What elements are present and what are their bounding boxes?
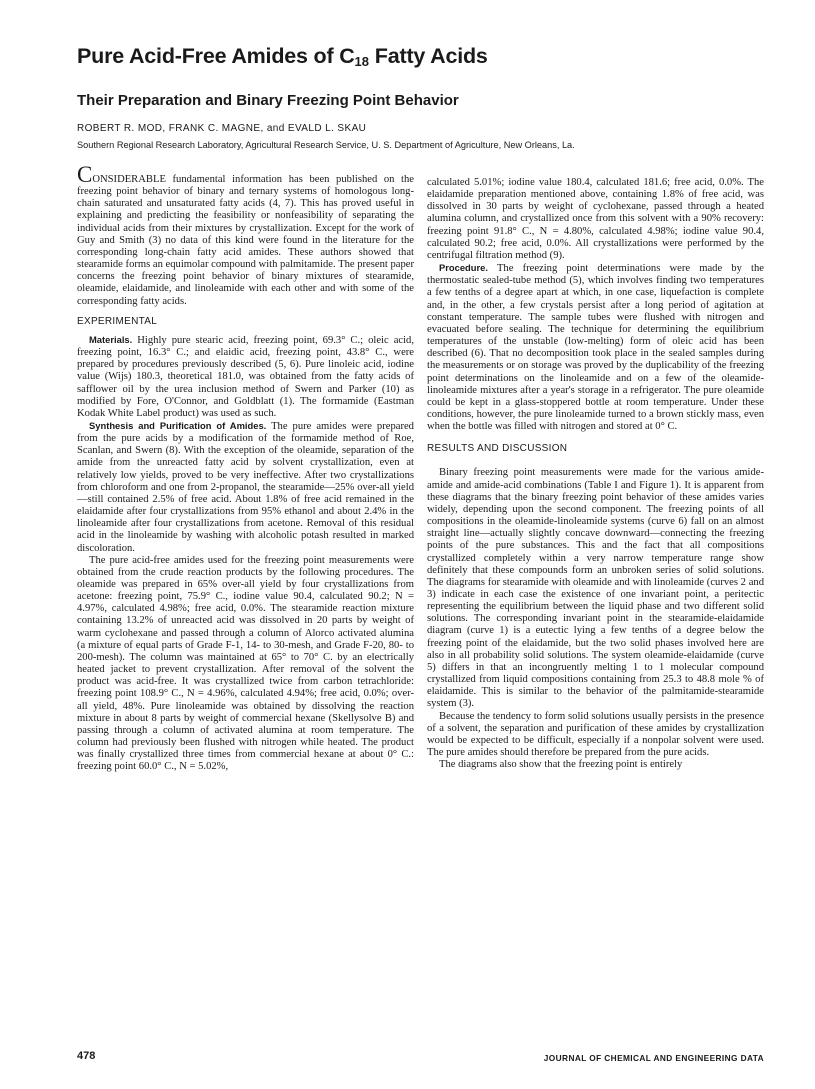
results-paragraph-2: Because the tendency to form solid solutions usually persists in the presence of a solvent, the separation and purification of these amides by crystallization would be expected to be difficult, especially if a nonpolar solvent were used. The pure amides should therefore be prepared from the pure acids. xyxy=(427,710,764,759)
intro-text: fundamental information has been published on the freezing point behavior of binary and ternary systems of homologous long-chain saturated and unsaturated fatty acids (4, 7). This has proved useful in explaining and predicting the feasibility or nonfeasibility of separating the individual acids from their mixtures by crystallization. Except for the work of Guy and Smith (3) no data of this kind were found in the literature for the corresponding long-chain fatty acid amides. These authors showed that stearamide forms an equimolar compound with palmitamide. The present paper concerns the freezing point behavior of binary mixtures of stearamide, oleamide, elaidamide, and linoleamide with each other and with some of the corresponding fatty acids. xyxy=(77,174,414,307)
materials-text: Highly pure stearic acid, freezing point, 69.3° C.; oleic acid, freezing point, 16.3° C.; and elaidic acid, freezing point, 43.8° C., were prepared by procedures previously described (5, 6). Pure linoleic acid, iodine value (Wijs) 180.3, theoretical 181.0, was obtained from the fatty acids of safflower oil by the urea inclusion method of Swern and Parker (10) as modified by Fore, O'Connor, and Goldblatt (1). The formamide (Eastman Kodak White Label product) was used as such. xyxy=(77,334,414,419)
article-title xyxy=(77,44,488,69)
journal-name: JOURNAL OF CHEMICAL AND ENGINEERING DATA xyxy=(543,1053,764,1063)
continued-paragraph: calculated 5.01%; iodine value 180.4, calculated 181.6; free acid, 0.0%. The elaidamide preparation mentioned above, containing 1.8% of free acid, was dissolved in 30 parts by weight of cyclohexane, passed through a heated alumina column, and crystallized once from this solvent with a 90% recovery: freezing point 91.8° C., N = 4.80%, calculated 4.98%; iodine value 90.4, calculated 90.2; free acid, 0.0%. All crystallizations were performed by the centrifugal filtration method (9). xyxy=(427,177,764,261)
procedure-paragraph xyxy=(427,262,764,433)
title-subscript: 18 xyxy=(354,54,370,69)
drop-cap: C xyxy=(77,162,93,187)
intro-smallcaps: ONSIDERABLE xyxy=(92,174,166,185)
title-end: Fatty Acids xyxy=(369,44,488,68)
experimental-heading: EXPERIMENTAL xyxy=(77,315,158,327)
synthesis-run-in-head: Synthesis and Purification of Amides. xyxy=(89,419,267,431)
pure-amides-paragraph: The pure acid-free amides used for the freezing point measurements were obtained from the crude reaction products by the following procedures. The oleamide was prepared in 65% over-all yield by four crystallizations from acetone: freezing point, 75.9° C., iodine value 90.4, calculated 90.2; N = 4.97%, calculated 4.98%; free acid, 0.0%. The stearamide reaction mixture containing 13.2% of unreacted acid was dissolved in 20 parts by weight of warm cyclohexane and passed through a column of Alorco activated alumina (a mixture of equal parts of Grade F-1, 14- to 30-mesh, and Grade F-20, 80- to 200-mesh). The column was maintained at 65° to 70° C. by an electrically heated jacket to prevent crystallization. After removal of the solvent the product was acid-free. It was crystallized twice from carbon tetrachloride: freezing point 108.9° C., N = 4.96%, calculated 4.94%; free acid, 0.0%; over-all yield, 48%. Pure linoleamide was obtained by dissolving the reaction mixture in about 8 parts by weight of commercial hexane (Skellysolve B) and passing through a column of activated alumina at room temperature. The column had previously been flushed with nitrogen while heated. The product was finally crystallized three times from commercial hexane at about 0° C.: freezing point 60.0° C., N = 5.02%, xyxy=(77,554,414,773)
procedure-text: The freezing point determinations were made by the thermostatic sealed-tube method (5), which involves finding two temperatures a few tenths of a degree apart at which, in one case, liquefaction is complete and, in the other, a few crystals persist after a long period of agitation at constant temperature. The sample tubes were flushed with nitrogen and evacuated before sealing. The technique for determining the equilibrium temperatures of the unstable (low-melting) form of oleic acid has been described (6). That no decomposition took place in the sealed samples during the measurements or on storage was proved by the duplicability of the freezing point determinations on the linoleamide and on a few of the oleamide-linoleamide mixtures after a year's storage in a refrigerator. The pure oleamide could be kept in a glass-stoppered bottle at room temperature. Under these conditions, however, the pure linoleamide turned to a brown stickly mass, even when the bottle was filled with nitrogen and stored at 0° C. xyxy=(427,263,764,433)
page-number: 478 xyxy=(77,1050,96,1062)
author-affiliation: Southern Regional Research Laboratory, Agricultural Research Service, U. S. Department of Agriculture, New Orleans, La. xyxy=(77,140,575,150)
left-column xyxy=(77,162,414,774)
results-paragraph-3: The diagrams also show that the freezing point is entirely xyxy=(439,759,683,771)
materials-paragraph xyxy=(77,334,414,420)
title-main: Pure Acid-Free Amides of C xyxy=(77,44,355,68)
article-subtitle: Their Preparation and Binary Freezing Point Behavior xyxy=(77,92,459,109)
heading-spacer xyxy=(427,455,764,467)
right-column xyxy=(427,177,764,771)
synthesis-paragraph xyxy=(77,420,414,555)
synthesis-text: The pure amides were prepared from the pure acids by a modification of the formamide method of Roe, Scanlan, and Swern (8). With the exception of the oleamide, separation of the amide from the unreacted fatty acid by solvent crystallization, even at relatively low yields, proved to be very ineffective. After two crystallizations from chloroform and one from 2-propanol, the stearamide—25% over-all yield—still contained 2.5% of free acid. About 1.8% of free acid remained in the elaidamide after four crystallizations from 95% ethanol and about 2.4% in the linoleamide after four crystallizations from acetone. Removal of this residual acid in the linoleamide by washing with alcoholic potash resulted in marked discoloration. xyxy=(77,420,414,554)
results-heading: RESULTS AND DISCUSSION xyxy=(427,443,568,455)
intro-paragraph xyxy=(77,162,414,308)
procedure-run-in-head: Procedure. xyxy=(439,262,488,274)
author-list: ROBERT R. MOD, FRANK C. MAGNE, and EVALD L. SKAU xyxy=(77,123,367,134)
materials-run-in-head: Materials. xyxy=(89,333,133,345)
results-paragraph-1: Binary freezing point measurements were made for the various amide-amide and amide-acid combinations (Table I and Figure 1). It is apparent from these diagrams that the binary freezing point behavior of these amides varies widely, depending upon the second component. The freezing points of all compositions in the oleamide-linoleamide systems (curve 6) fall on an almost straight line—actually slightly concave downward—connecting the freezing points of the pure substances. This and the fact that all compositions crystallized completely within a very narrow temperature range show definitely that these compounds form an unbroken series of solid solutions. The diagrams for stearamide with oleamide and with linoleamide (curves 2 and 3) indicate in each case the existence of one invariant point, a peritectic representing the equilibrium between the liquid phase and two different solid solutions. The corresponding invariant point in the stearamide-elaidamide diagram (curve 1) is a eutectic lying a few tenths of a degree below the freezing point of the elaidamide, but the two solid phases involved here are also in all probability solid solutions. The system oleamide-elaidamide (curve 5) differs in that an incongruently melting 1 to 1 molecular compound crystallized from liquid compositions containing from 25.3 to 48.8 mole % of elaidamide. This is similar to the behavior of the palmitamide-stearamide system (3). xyxy=(427,467,764,710)
